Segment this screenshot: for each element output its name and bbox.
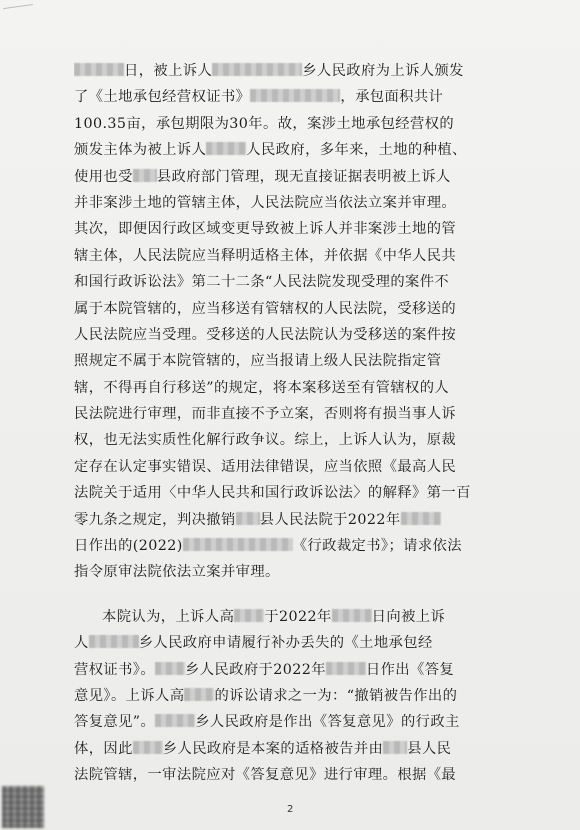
redacted-name xyxy=(206,142,246,155)
redacted-date xyxy=(401,512,441,525)
text-line: 定存在认定事实错误、适用法律错误，应当依照《最高人民 xyxy=(74,458,457,475)
text-line: 意见》。上诉人高 的诉讼请求之一为：“撤销被告作出的 xyxy=(74,687,458,704)
redacted-county xyxy=(383,741,407,754)
page-number: 2 xyxy=(287,804,294,815)
text-line: 属于本院管辖的，应当移送有管辖权的人民法院，受移送的 xyxy=(74,300,457,317)
text-line: 日作出的(2022) 《行政裁定书》；请求依法 xyxy=(74,538,462,555)
text-line: 本院认为，上诉人高 于2022年 日向被上诉 xyxy=(102,608,446,625)
blurred-qr-code xyxy=(2,786,44,828)
redacted-date xyxy=(326,662,366,675)
text-line: 人 乡人民政府申请履行补办丢失的《土地承包经 xyxy=(74,635,433,652)
redacted-date xyxy=(74,63,124,76)
redacted-name xyxy=(89,635,139,648)
text-line: 辖，不得再自行移送”的规定，将本案移送至有管辖权的人 xyxy=(74,379,450,396)
text-line: 和国行政诉讼法》第二十二条“人民法院发现受理的案件不 xyxy=(74,274,450,291)
redacted-date xyxy=(332,609,372,622)
document-body xyxy=(74,58,524,789)
text-line: 并非案涉土地的管辖主体，人民法院应当依法立案并审理。 xyxy=(74,194,457,211)
redacted-county xyxy=(133,169,157,182)
text-line: 民法院进行审理，而非直接不予立案，否则将有损当事人诉 xyxy=(74,406,457,423)
redacted-name xyxy=(155,662,185,675)
text-line: 答复意见”。 乡人民政府是作出《答复意见》的行政主 xyxy=(74,714,460,731)
text-line: 体，因此 乡人民政府是本案的适格被告并由 县人民 xyxy=(74,740,452,757)
text-line: 其次，即便因行政区域变更导致被上诉人并非案涉土地的管 xyxy=(74,221,457,238)
text-line: 日，被上诉人 乡人民政府为上诉人颁发 xyxy=(74,58,524,84)
text-line: 法院管辖，一审法院应对《答复意见》进行审理。根据《最 xyxy=(74,767,457,784)
text-line: 权，也无法实质性化解行政争议。综上，上诉人认为，原裁 xyxy=(74,432,457,449)
text-line: 零九条之规定，判决撤销 县人民法院于2022年 xyxy=(74,507,524,533)
text-line: 营权证书》。 乡人民政府于2022年 日作出《答复 xyxy=(74,661,455,678)
redacted-name xyxy=(234,609,264,622)
redacted-certificate-number xyxy=(250,89,340,102)
text-line: 照规定不属于本院管辖的，应当报请上级人民法院指定管 xyxy=(74,353,442,370)
redacted-name xyxy=(133,741,163,754)
redacted-county xyxy=(236,512,260,525)
redacted-name xyxy=(184,688,214,701)
text-line: 法院关于适用〈中华人民共和国行政诉讼法〉的解释》第一百 xyxy=(74,485,471,502)
redacted-case-number xyxy=(183,538,293,551)
scan-corner-mark xyxy=(3,4,35,23)
text-line: 指令原审法院依法立案并审理。 xyxy=(74,564,280,581)
text-line: 100.35亩，承包期限为30年。故，案涉土地承包经营权的 xyxy=(74,115,455,132)
text-line: 人民法院应当受理。受移送的人民法院认为受移送的案件按 xyxy=(74,326,457,343)
text-line: 了《土地承包经营权证书》 ，承包面积共计 xyxy=(74,89,444,106)
redacted-name xyxy=(212,63,302,76)
redacted-name xyxy=(155,714,195,727)
text-line: 使用也受 县政府部门管理，现无直接证据表明被上诉人 xyxy=(74,168,451,185)
text-line: 颁发主体为被上诉人 人民政府，多年来，土地的种植、 xyxy=(74,142,467,159)
text-line: 辖主体，人民法院应当释明适格主体，并依据《中华人民共 xyxy=(74,247,457,264)
